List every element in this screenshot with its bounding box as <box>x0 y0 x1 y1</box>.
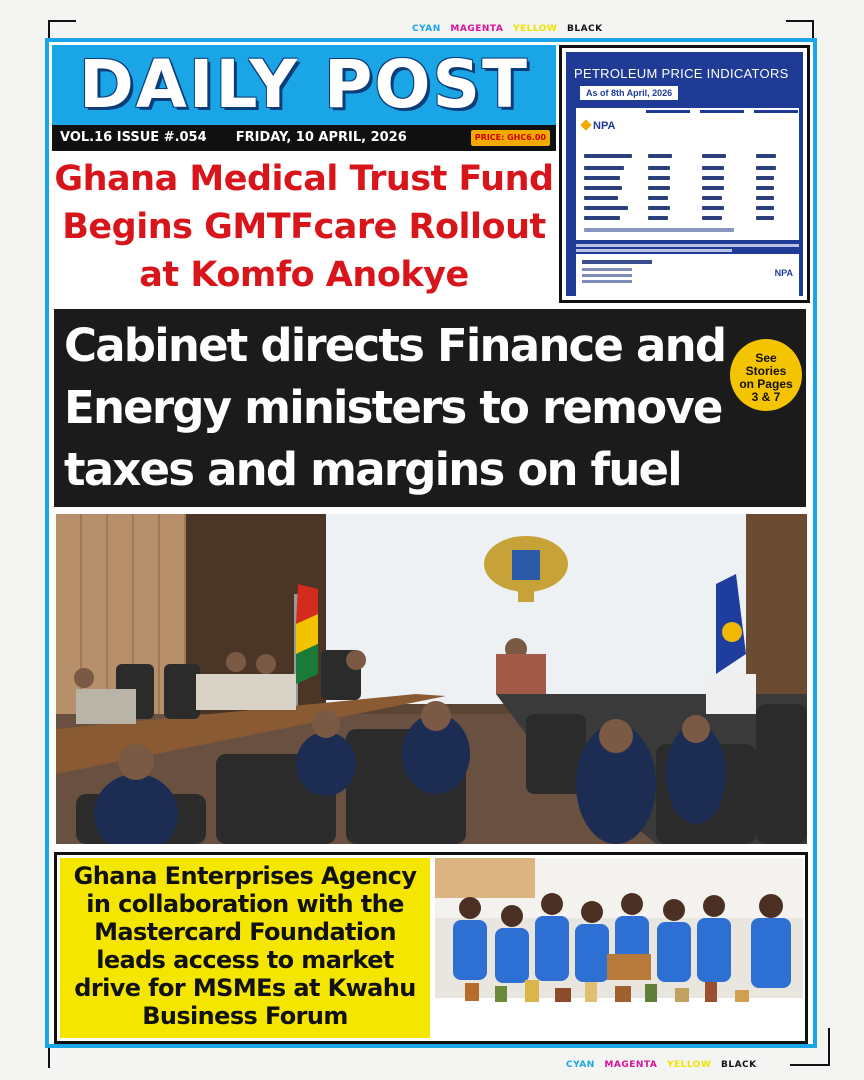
bottom-story-headline[interactable]: Ghana Enterprises Agency in collaboration with the Mastercard Foundation leads access to market drive for MSMEs at Kwahu Business Forum <box>73 862 417 1030</box>
main-headline-line: Cabinet directs Finance and <box>64 319 726 372</box>
petroleum-panel <box>566 52 803 296</box>
price-table <box>576 108 799 240</box>
reg-black: BLACK <box>567 24 603 34</box>
table-header-cell <box>754 110 798 140</box>
table-row <box>584 154 790 155</box>
petroleum-footer <box>576 254 799 296</box>
reg-magenta: MAGENTA <box>450 24 504 34</box>
table-header-cell <box>646 110 690 140</box>
masthead <box>52 45 556 305</box>
main-headline-line: Energy ministers to remove <box>64 381 722 434</box>
team-photo[interactable] <box>435 858 803 1038</box>
crop-mark <box>786 20 814 22</box>
crop-mark <box>790 1064 830 1066</box>
table-row <box>584 228 790 229</box>
see-stories-badge[interactable]: See Stories on Pages 3 & 7 <box>730 339 802 411</box>
color-registration-bottom <box>566 1060 763 1070</box>
main-headline-panel[interactable] <box>54 309 806 507</box>
reg-magenta: MAGENTA <box>604 1060 658 1070</box>
reg-cyan: CYAN <box>566 1060 595 1070</box>
cabinet-meeting-photo[interactable] <box>56 514 807 844</box>
table-row <box>584 196 790 197</box>
crop-mark <box>828 1028 830 1064</box>
bottom-story-text-box <box>60 858 430 1038</box>
table-header-cell <box>700 110 744 140</box>
newspaper-title: DAILY POST <box>52 45 556 125</box>
lead-headline[interactable]: Ghana Medical Trust Fund Begins GMTFcare Rollout at Komfo Anokye <box>54 159 554 295</box>
issue-date: FRIDAY, 10 APRIL, 2026 <box>235 130 407 145</box>
issue: ISSUE #.054 <box>116 130 207 145</box>
reg-black: BLACK <box>721 1060 757 1070</box>
volume: VOL.16 <box>60 130 113 145</box>
petroleum-date: As of 8th April, 2026 <box>580 86 678 100</box>
color-registration-top <box>412 24 609 34</box>
npa-logo: NPA <box>582 118 624 134</box>
petroleum-price-box <box>559 45 810 303</box>
main-headline-line: taxes and margins on fuel <box>64 443 681 496</box>
reg-yellow: YELLOW <box>512 24 558 34</box>
petroleum-title: PETROLEUM PRICE INDICATORS <box>574 66 789 81</box>
reg-cyan: CYAN <box>412 24 441 34</box>
price-tag: PRICE: GHC6.00 <box>471 130 550 146</box>
reg-yellow: YELLOW <box>666 1060 712 1070</box>
npa-footer-logo: NPA <box>774 268 793 278</box>
table-row <box>584 186 790 187</box>
bottom-story-panel[interactable] <box>54 852 808 1044</box>
dateline <box>52 125 556 151</box>
table-row <box>584 206 790 207</box>
table-row <box>584 176 790 177</box>
table-row <box>584 166 790 167</box>
crop-mark <box>48 20 76 22</box>
table-row <box>584 216 790 217</box>
